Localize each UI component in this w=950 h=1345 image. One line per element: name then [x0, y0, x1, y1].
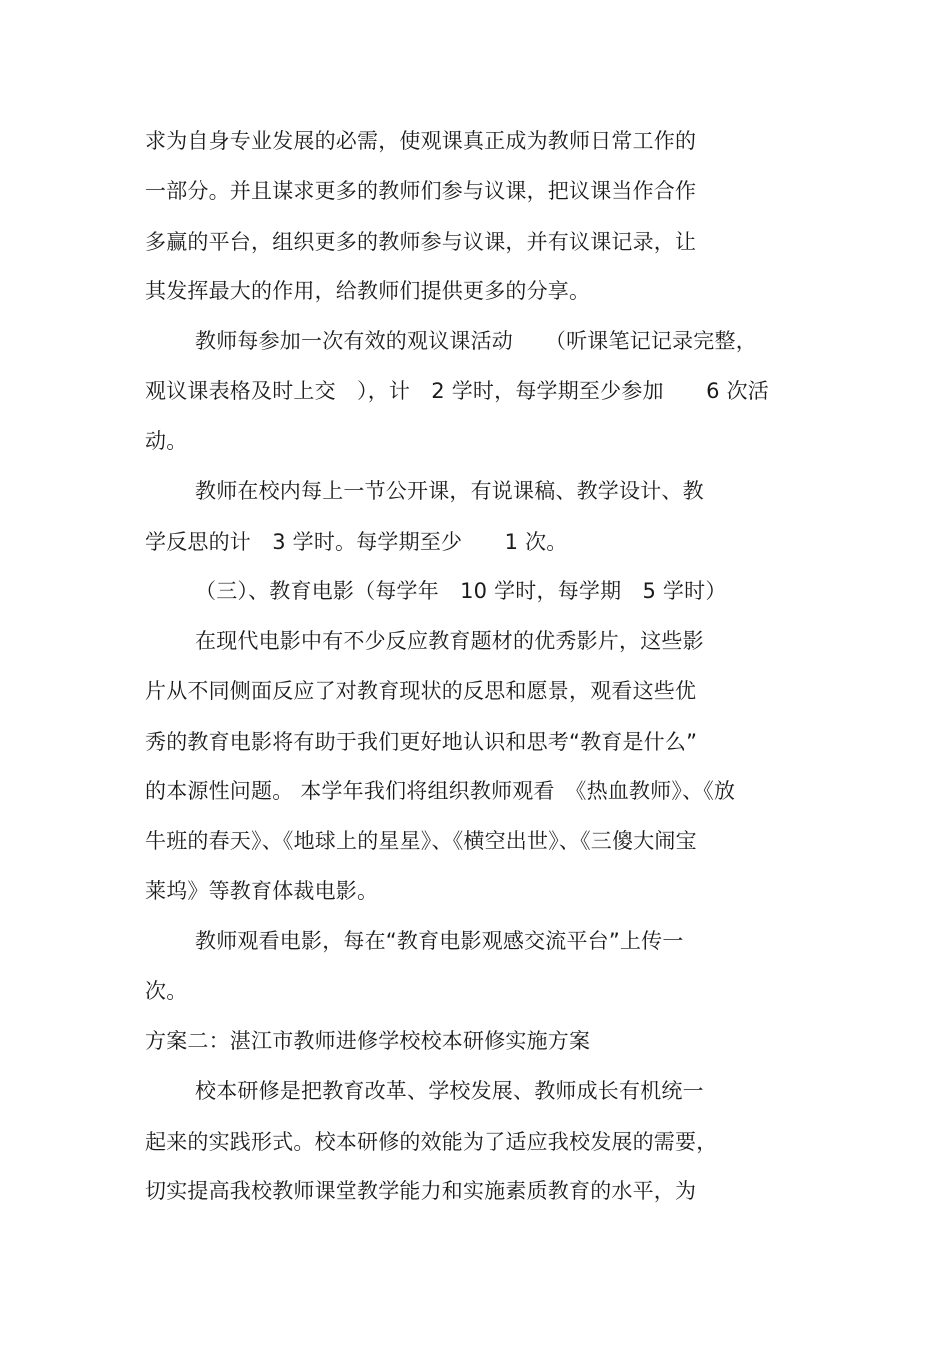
text-line: 教师观看电影，每在“教育电影观感交流平台”上传一: [195, 929, 684, 953]
text-line: 动。: [145, 429, 188, 453]
text-line: 秀的教育电影将有助于我们更好地认识和思考“教育是什么”: [145, 730, 698, 754]
text-line: 多赢的平台，组织更多的教师参与议课，并有议课记录，让: [145, 230, 697, 254]
text-line: 莱坞》等教育体裁电影。: [145, 879, 379, 903]
text-line: 切实提高我校教师课堂教学能力和实施素质教育的水平，为: [145, 1179, 697, 1203]
text-line: 学反思的计 3 学时。每学期至少 1 次。: [145, 530, 568, 554]
text-line: 片从不同侧面反应了对教育现状的反思和愿景，观看这些优: [145, 679, 697, 703]
section-heading: 方案二：湛江市教师进修学校校本研修实施方案: [145, 1029, 591, 1053]
text-line: 起来的实践形式。校本研修的效能为了适应我校发展的需要，: [145, 1130, 718, 1154]
text-line: 的本源性问题。 本学年我们将组织教师观看 《热血教师》、《放: [145, 779, 736, 803]
section-heading: （三）、教育电影（每学年 10 学时，每学期 5 学时）: [195, 579, 727, 603]
text-line: 求为自身专业发展的必需，使观课真正成为教师日常工作的: [145, 129, 697, 153]
text-line: 牛班的春天》、《地球上的星星》、《横空出世》、《三傻大闹宝: [145, 829, 697, 853]
text-line: 教师在校内每上一节公开课，有说课稿、教学设计、教: [195, 479, 704, 503]
text-line: 一部分。并且谋求更多的教师们参与议课，把议课当作合作: [145, 179, 697, 203]
text-line: 观议课表格及时上交 ），计 2 学时，每学期至少参加 6 次活: [145, 379, 769, 403]
text-line: 次。: [145, 979, 188, 1003]
text-line: 教师每参加一次有效的观议课活动 （听课笔记记录完整，: [195, 329, 757, 353]
text-line: 校本研修是把教育改革、学校发展、教师成长有机统一: [195, 1079, 704, 1103]
text-line: 其发挥最大的作用，给教师们提供更多的分享。: [145, 279, 591, 303]
text-line: 在现代电影中有不少反应教育题材的优秀影片，这些影: [195, 629, 704, 653]
